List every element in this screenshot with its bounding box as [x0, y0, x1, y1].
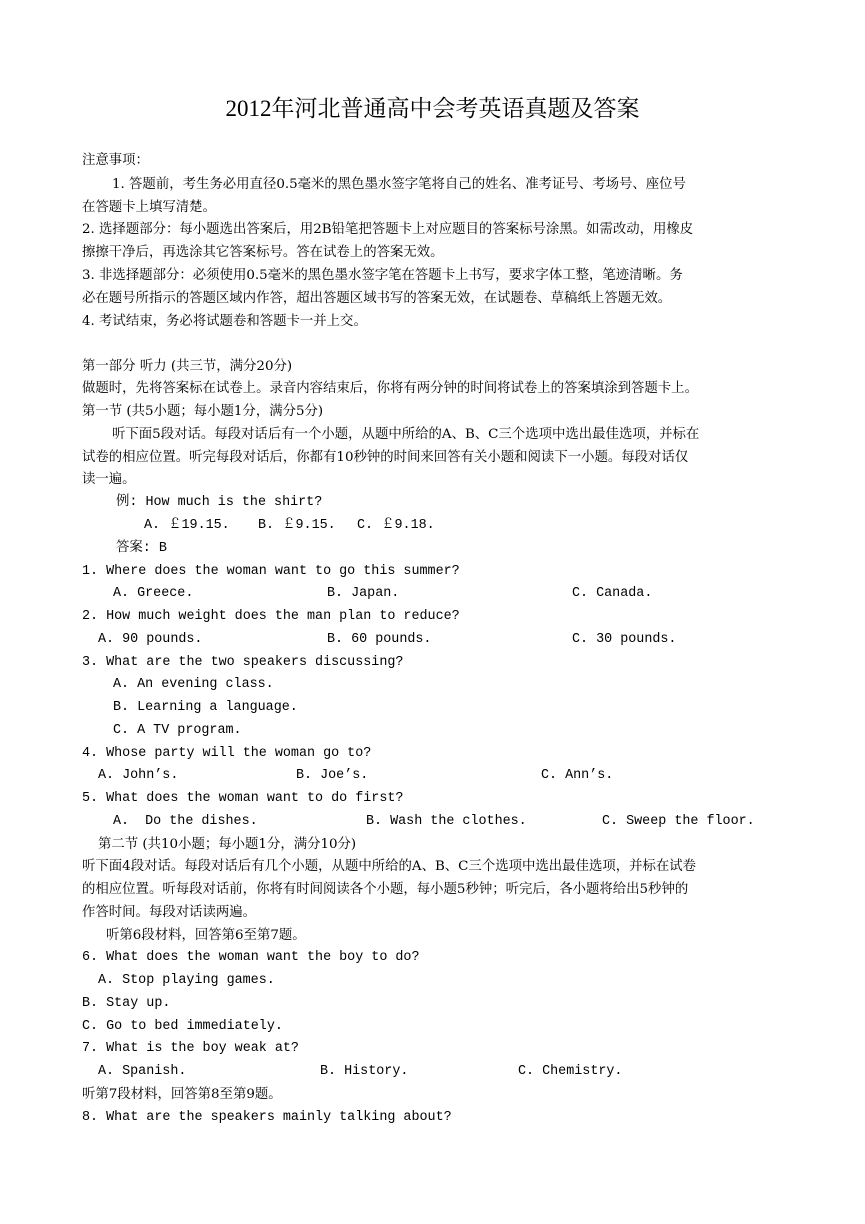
example-option-c: C. ￡9.18.	[357, 518, 435, 533]
notice-heading: 注意事项：	[82, 153, 149, 168]
notice-item-2-line-2: 擦擦干净后，再选涂其它答案标号。答在试卷上的答案无效。	[82, 245, 444, 260]
question-3: 3. What are the two speakers discussing?	[82, 655, 404, 670]
notice-item-1-line-1: 1. 答题前，考生务必用直径0.5毫米的黑色墨水签字笔将自己的姓名、准考证号、考场号、座位号	[112, 177, 686, 192]
question-6: 6. What does the woman want the boy to do?	[82, 950, 420, 965]
question-1-option-b: B. Japan.	[327, 586, 400, 601]
question-2-option-c: C. 30 pounds.	[572, 632, 677, 647]
section2-heading: 第二节 (共10小题；每小题1分，满分10分)	[98, 837, 357, 852]
question-3-option-c: C. A TV program.	[113, 723, 242, 738]
question-2-option-a: A. 90 pounds.	[98, 632, 203, 647]
notice-item-3-line-1: 3. 非选择题部分：必须使用0.5毫米的黑色墨水签字笔在答题卡上书写，要求字体工整，笔迹清晰。务	[82, 268, 683, 283]
question-5-option-c: C. Sweep the floor.	[602, 814, 755, 829]
question-7: 7. What is the boy weak at?	[82, 1041, 299, 1056]
material-6-note: 听第6段材料，回答第6至第7题。	[106, 928, 306, 943]
section2-instruction-line-2: 的相应位置。听每段对话前，你将有时间阅读各个小题，每小题5秒钟；听完后，各小题将给出5秒钟的	[82, 882, 689, 897]
notice-item-3-line-2: 必在题号所指示的答题区域内作答，超出答题区域书写的答案无效，在试题卷、草稿纸上答题无效。	[82, 291, 672, 306]
section1-instruction-line-3: 读一遍。	[82, 472, 136, 487]
question-1-option-c: C. Canada.	[572, 586, 653, 601]
section1-heading: 第一节 (共5小题；每小题1分，满分5分)	[82, 404, 324, 419]
question-1: 1. Where does the woman want to go this summer?	[82, 564, 460, 579]
part1-heading: 第一部分 听力 (共三节，满分20分)	[82, 359, 293, 374]
example-option-b: B. ￡9.15.	[258, 518, 336, 533]
question-2-option-b: B. 60 pounds.	[327, 632, 432, 647]
question-5-option-a: A. Do the dishes.	[113, 814, 258, 829]
notice-item-1-line-2: 在答题卡上填写清楚。	[82, 200, 216, 215]
example-option-a: A. ￡19.15.	[144, 518, 230, 533]
notice-item-4: 4. 考试结束，务必将试题卷和答题卡一并上交。	[82, 314, 367, 329]
question-5-option-b: B. Wash the clothes.	[366, 814, 527, 829]
question-4-option-c: C. Ann’s.	[541, 768, 614, 783]
question-7-option-a: A. Spanish.	[98, 1064, 187, 1079]
question-2: 2. How much weight does the man plan to reduce?	[82, 609, 460, 624]
material-7-note: 听第7段材料，回答第8至第9题。	[82, 1087, 282, 1102]
question-8: 8. What are the speakers mainly talking about?	[82, 1110, 452, 1125]
page-title: 2012年河北普通高中会考英语真题及答案	[225, 96, 640, 121]
section2-instruction-line-1: 听下面4段对话。每段对话后有几个小题，从题中所给的A、B、C三个选项中选出最佳选项，并标在试卷	[82, 859, 697, 874]
question-4-option-a: A. John’s.	[98, 768, 179, 783]
question-5: 5. What does the woman want to do first?	[82, 791, 404, 806]
question-7-option-c: C. Chemistry.	[518, 1064, 623, 1079]
part1-instruction: 做题时，先将答案标在试卷上。录音内容结束后，你将有两分钟的时间将试卷上的答案填涂到答题卡上。	[82, 381, 698, 396]
question-7-option-b: B. History.	[320, 1064, 409, 1079]
example-answer: 答案: B	[116, 541, 167, 556]
example-question: 例: How much is the shirt?	[116, 495, 323, 510]
question-4: 4. Whose party will the woman go to?	[82, 746, 372, 761]
question-3-option-a: A. An evening class.	[113, 677, 274, 692]
question-6-option-c: C. Go to bed immediately.	[82, 1019, 283, 1034]
question-4-option-b: B. Joe’s.	[296, 768, 369, 783]
question-6-option-a: A. Stop playing games.	[98, 973, 275, 988]
question-3-option-b: B. Learning a language.	[113, 700, 298, 715]
question-1-option-a: A. Greece.	[113, 586, 194, 601]
question-6-option-b: B. Stay up.	[82, 996, 171, 1011]
notice-item-2-line-1: 2. 选择题部分：每小题选出答案后，用2B铅笔把答题卡上对应题目的答案标号涂黑。如需改动，用橡皮	[82, 222, 694, 237]
section2-instruction-line-3: 作答时间。每段对话读两遍。	[82, 905, 257, 920]
section1-instruction-line-1: 听下面5段对话。每段对话后有一个小题，从题中所给的A、B、C三个选项中选出最佳选项，并标在	[112, 427, 700, 442]
section1-instruction-line-2: 试卷的相应位置。听完每段对话后，你都有10秒钟的时间来回答有关小题和阅读下一小题。每段对话仅	[82, 450, 689, 465]
